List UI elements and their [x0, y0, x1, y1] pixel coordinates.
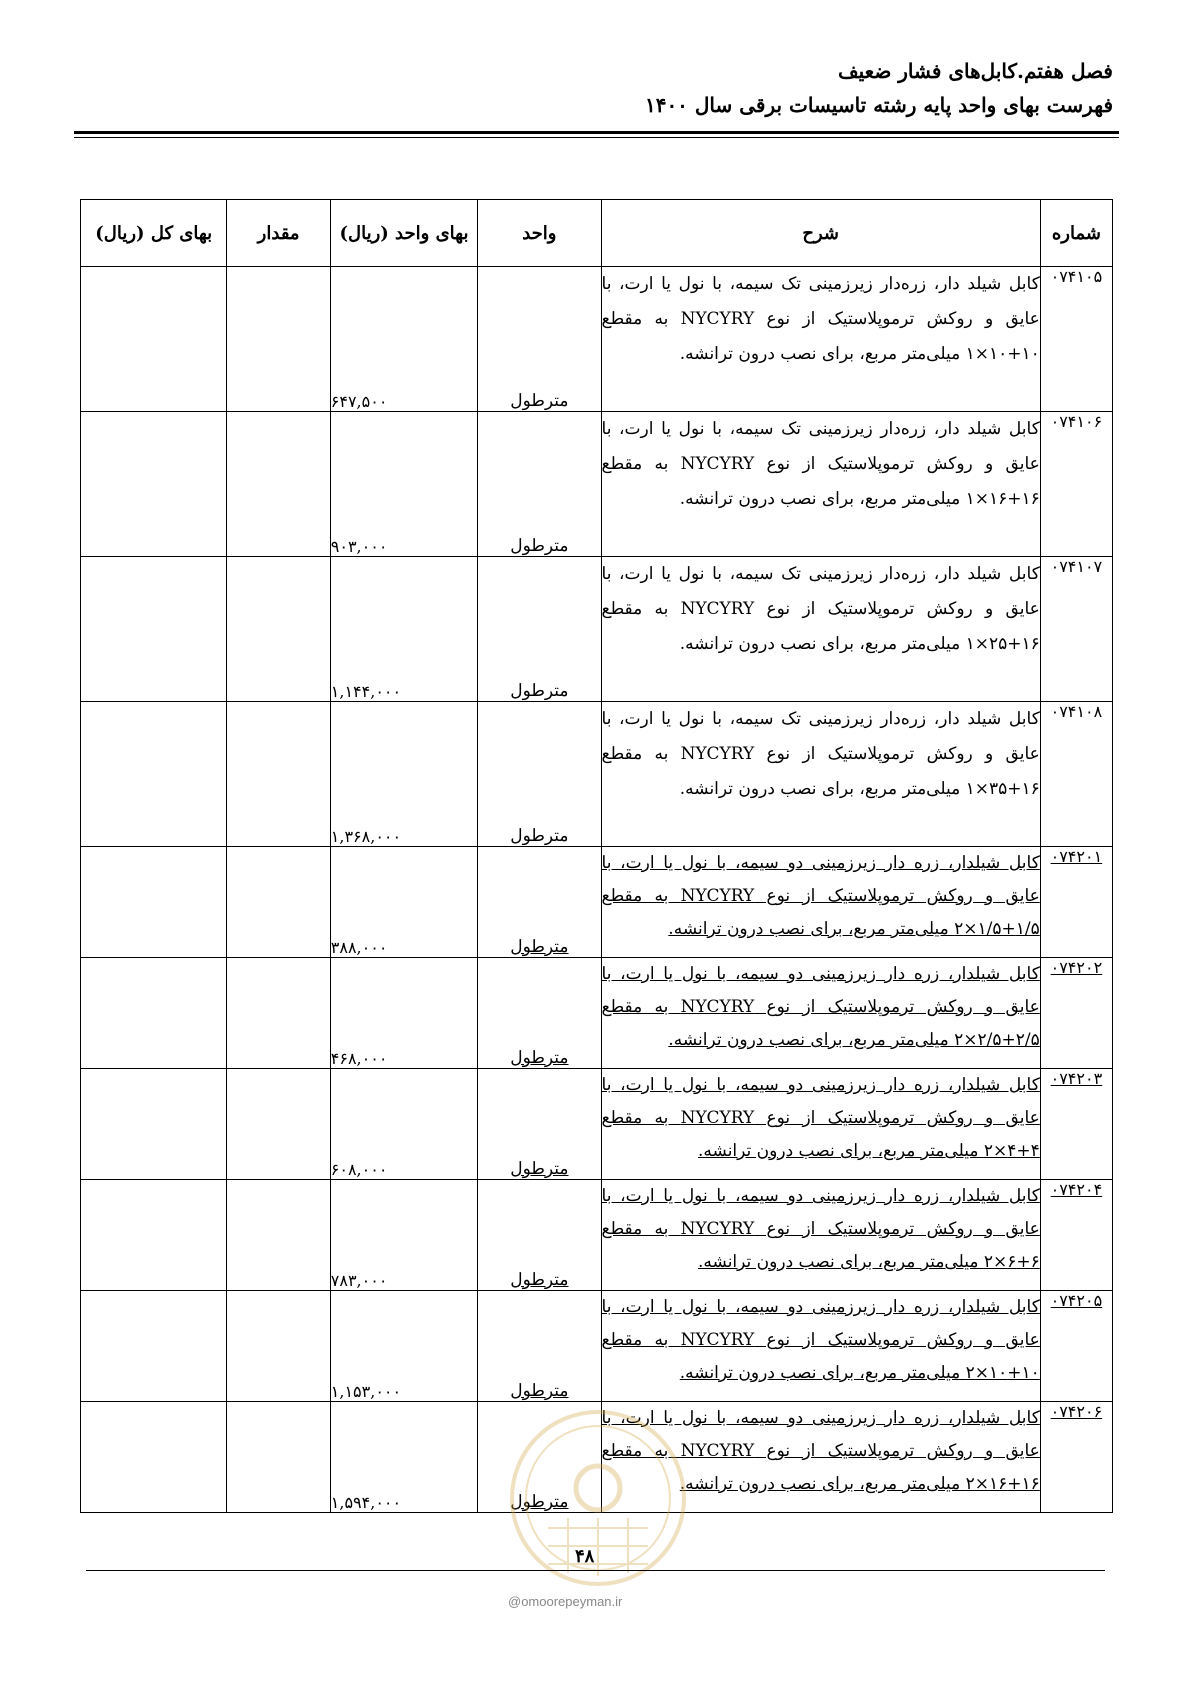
header-description: شرح — [601, 200, 1040, 267]
item-number: ۰۷۴۲۰۴ — [1040, 1180, 1112, 1291]
item-number: ۰۷۴۲۰۱ — [1040, 847, 1112, 958]
table-header-row — [81, 200, 1113, 267]
document-title: فهرست بهای واحد پایه رشته تاسیسات برقی سال ۱۴۰۰ — [644, 93, 1113, 117]
header-quantity: مقدار — [227, 200, 330, 267]
item-unit-price: ۱,۳۶۸,۰۰۰ — [330, 702, 477, 847]
item-total-price — [81, 958, 227, 1069]
item-number: ۰۷۴۲۰۲ — [1040, 958, 1112, 1069]
header-unit: واحد — [478, 200, 601, 267]
item-unit: مترطول — [478, 847, 601, 958]
item-unit-price: ۱,۱۴۴,۰۰۰ — [330, 557, 477, 702]
item-total-price — [81, 1180, 227, 1291]
item-number: ۰۷۴۱۰۶ — [1040, 412, 1112, 557]
item-unit: مترطول — [478, 958, 601, 1069]
item-number: ۰۷۴۲۰۵ — [1040, 1291, 1112, 1402]
table-row — [81, 702, 1113, 847]
item-quantity — [227, 1291, 330, 1402]
table-row — [81, 1291, 1113, 1402]
item-description: کابل شیلد دار، زره‌دار زیرزمینی تک سیمه، با نول یا ارت، با عایق و روکش ترموپلاستیک از نوع NYCYRY به مقطع ۱۶+۳۵×۱ میلی‌متر مربع، برای نصب درون ترانشه. — [601, 702, 1040, 847]
item-total-price — [81, 557, 227, 702]
item-quantity — [227, 847, 330, 958]
item-unit-price: ۶۴۷,۵۰۰ — [330, 267, 477, 412]
item-description: کابل شیلدار، زره دار زیرزمینی دو سیمه، با نول یا ارت، با عایق و روکش ترموپلاستیک از نوع NYCYRY به مقطع ۲/۵+۲/۵×۲ میلی‌متر مربع، برای نصب درون ترانشه. — [601, 958, 1040, 1069]
table-row — [81, 412, 1113, 557]
website-watermark: @omoorepeyman.ir — [508, 1594, 623, 1609]
item-unit: مترطول — [478, 1180, 601, 1291]
header-unit-price: بهای واحد (ریال) — [330, 200, 477, 267]
item-unit-price: ۹۰۳,۰۰۰ — [330, 412, 477, 557]
footer-divider — [86, 1570, 1105, 1571]
page-header — [73, 56, 1113, 120]
item-description: کابل شیلد دار، زره‌دار زیرزمینی تک سیمه، با نول یا ارت، با عایق و روکش ترموپلاستیک از نوع NYCYRY به مقطع ۱۶+۱۶×۱ میلی‌متر مربع، برای نصب درون ترانشه. — [601, 412, 1040, 557]
item-unit-price: ۷۸۳,۰۰۰ — [330, 1180, 477, 1291]
item-unit-price: ۶۰۸,۰۰۰ — [330, 1069, 477, 1180]
item-total-price — [81, 412, 227, 557]
item-description: کابل شیلدار، زره دار زیرزمینی دو سیمه، با نول یا ارت، با عایق و روکش ترموپلاستیک از نوع NYCYRY به مقطع ۴+۴×۲ میلی‌متر مربع، برای نصب درون ترانشه. — [601, 1069, 1040, 1180]
item-unit: مترطول — [478, 702, 601, 847]
item-unit: مترطول — [478, 267, 601, 412]
item-unit: مترطول — [478, 412, 601, 557]
item-number: ۰۷۴۱۰۸ — [1040, 702, 1112, 847]
item-unit: مترطول — [478, 1069, 601, 1180]
item-quantity — [227, 267, 330, 412]
item-total-price — [81, 1069, 227, 1180]
table-row — [81, 847, 1113, 958]
item-unit: مترطول — [478, 1402, 601, 1513]
price-table — [80, 199, 1113, 1513]
item-quantity — [227, 702, 330, 847]
item-description: کابل شیلدار، زره دار زیرزمینی دو سیمه، با نول یا ارت، با عایق و روکش ترموپلاستیک از نوع NYCYRY به مقطع ۱/۵+۱/۵×۲ میلی‌متر مربع، برای نصب درون ترانشه. — [601, 847, 1040, 958]
item-quantity — [227, 958, 330, 1069]
table-row — [81, 267, 1113, 412]
item-unit-price: ۳۸۸,۰۰۰ — [330, 847, 477, 958]
item-unit-price: ۱,۱۵۳,۰۰۰ — [330, 1291, 477, 1402]
table-row — [81, 1069, 1113, 1180]
item-unit: مترطول — [478, 1291, 601, 1402]
item-quantity — [227, 412, 330, 557]
item-unit: مترطول — [478, 557, 601, 702]
item-description: کابل شیلدار، زره دار زیرزمینی دو سیمه، با نول یا ارت، با عایق و روکش ترموپلاستیک از نوع NYCYRY به مقطع ۶+۶×۲ میلی‌متر مربع، برای نصب درون ترانشه. — [601, 1180, 1040, 1291]
item-total-price — [81, 1291, 227, 1402]
item-description: کابل شیلد دار، زره‌دار زیرزمینی تک سیمه، با نول یا ارت، با عایق و روکش ترموپلاستیک از نوع NYCYRY به مقطع ۱۶+۲۵×۱ میلی‌متر مربع، برای نصب درون ترانشه. — [601, 557, 1040, 702]
item-description: کابل شیلدار، زره دار زیرزمینی دو سیمه، با نول یا ارت، با عایق و روکش ترموپلاستیک از نوع NYCYRY به مقطع ۱۰+۱۰×۲ میلی‌متر مربع، برای نصب درون ترانشه. — [601, 1291, 1040, 1402]
item-total-price — [81, 702, 227, 847]
page-number: ۴۸ — [575, 1546, 595, 1567]
header-total-price: بهای کل (ریال) — [81, 200, 227, 267]
item-number: ۰۷۴۱۰۷ — [1040, 557, 1112, 702]
item-number: ۰۷۴۲۰۳ — [1040, 1069, 1112, 1180]
item-description: کابل شیلد دار، زره‌دار زیرزمینی تک سیمه، با نول یا ارت، با عایق و روکش ترموپلاستیک از نوع NYCYRY به مقطع ۱۰+۱۰×۱ میلی‌متر مربع، برای نصب درون ترانشه. — [601, 267, 1040, 412]
header-divider-thick — [74, 131, 1119, 134]
item-description: کابل شیلدار، زره دار زیرزمینی دو سیمه، با نول یا ارت، با عایق و روکش ترموپلاستیک از نوع NYCYRY به مقطع ۱۶+۱۶×۲ میلی‌متر مربع، برای نصب درون ترانشه. — [601, 1402, 1040, 1513]
item-total-price — [81, 1402, 227, 1513]
item-number: ۰۷۴۲۰۶ — [1040, 1402, 1112, 1513]
item-quantity — [227, 1180, 330, 1291]
header-number: شماره — [1040, 200, 1112, 267]
table-row — [81, 958, 1113, 1069]
item-quantity — [227, 557, 330, 702]
header-divider-thin — [74, 137, 1119, 138]
item-unit-price: ۱,۵۹۴,۰۰۰ — [330, 1402, 477, 1513]
item-unit-price: ۴۶۸,۰۰۰ — [330, 958, 477, 1069]
chapter-title: فصل هفتم.کابل‌های فشار ضعیف — [837, 59, 1113, 83]
item-total-price — [81, 847, 227, 958]
item-total-price — [81, 267, 227, 412]
seal-icon — [508, 1408, 688, 1588]
item-quantity — [227, 1069, 330, 1180]
table-row — [81, 557, 1113, 702]
table-row — [81, 1180, 1113, 1291]
item-number: ۰۷۴۱۰۵ — [1040, 267, 1112, 412]
item-quantity — [227, 1402, 330, 1513]
